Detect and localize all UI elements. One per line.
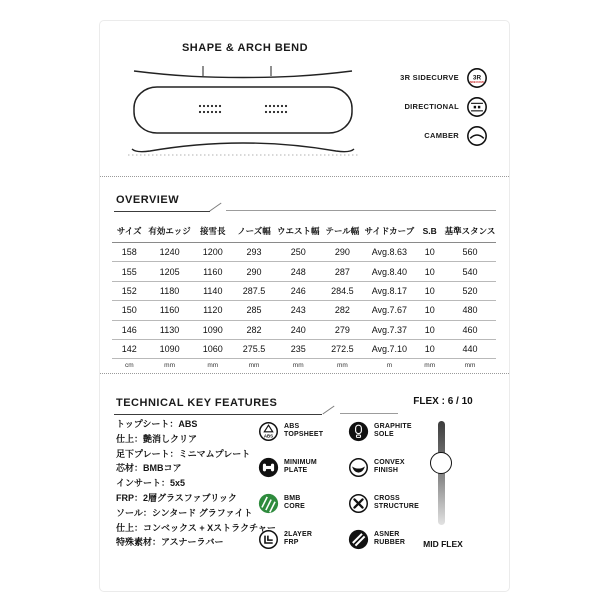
spec-item: 仕上：コンベックス + Xストラクチャー	[116, 522, 276, 533]
board-outline	[134, 87, 352, 133]
table-header-cell: サイドカーブ	[363, 221, 415, 243]
table-header-cell: サイズ	[112, 221, 147, 243]
sidecut-line	[134, 71, 352, 78]
2layer-frp-icon	[258, 529, 279, 550]
table-row	[112, 320, 496, 339]
table-header-cell: 有効エッジ	[147, 221, 193, 243]
table-cell: Avg.8.17	[363, 281, 415, 300]
rule	[114, 211, 210, 212]
feature-label: CONVEX FINISH	[374, 459, 405, 474]
table-cell: 275.5	[233, 339, 275, 358]
asner-rubber-icon	[348, 529, 369, 550]
spec-item: FRP：2層グラスファブリック	[116, 492, 237, 503]
svg-text:3R: 3R	[472, 73, 482, 81]
table-cell: 1120	[193, 301, 233, 320]
table-row	[112, 281, 496, 300]
shape-legend-row	[350, 63, 488, 92]
table-cell: 10	[415, 243, 444, 262]
table-cell: Avg.7.10	[363, 339, 415, 358]
unit-cell: m	[386, 362, 393, 370]
unit-cell: mm	[248, 362, 260, 370]
table-units-row	[112, 359, 496, 373]
table-cell: 287.5	[233, 281, 275, 300]
overview-header	[114, 196, 496, 212]
table-cell: 10	[415, 339, 444, 358]
table-cell: 287	[321, 262, 363, 281]
technical-title: TECHNICAL KEY FEATURES	[116, 397, 278, 409]
snowboard-diagram	[128, 61, 358, 166]
table-cell: Avg.7.67	[363, 301, 415, 320]
shape-legend	[350, 63, 488, 150]
minimum-plate-icon	[258, 457, 279, 478]
table-cell: 10	[415, 320, 444, 339]
table-cell: Avg.8.40	[363, 262, 415, 281]
table-cell: 1160	[147, 301, 193, 320]
table-cell: 152	[112, 281, 147, 300]
graphite-sole-icon	[348, 421, 369, 442]
flex-rating-label: FLEX : 6 / 10	[413, 396, 473, 407]
table-cell: 1140	[193, 281, 233, 300]
table-cell: 1090	[193, 320, 233, 339]
table-cell: 560	[444, 243, 496, 262]
table-cell: 1060	[193, 339, 233, 358]
table-row	[112, 301, 496, 320]
table-cell: 246	[275, 281, 321, 300]
table-cell: 540	[444, 262, 496, 281]
unit-cell: mm	[207, 362, 219, 370]
shape-legend-row	[350, 92, 488, 121]
table-cell: 146	[112, 320, 147, 339]
spec-item: トップシート：ABS	[116, 419, 198, 429]
camber-icon	[466, 125, 488, 147]
table-cell: 440	[444, 339, 496, 358]
unit-cell: mm	[164, 362, 175, 370]
table-cell: 279	[321, 320, 363, 339]
svg-text:ABS: ABS	[263, 432, 274, 438]
table-cell: 243	[275, 301, 321, 320]
feature-item	[348, 485, 438, 521]
table-row	[112, 262, 496, 281]
spec-item: 特殊素材：アスナーラバー	[116, 537, 224, 548]
feature-item	[258, 521, 348, 557]
table-row	[112, 243, 496, 262]
camber-profile-line	[132, 143, 354, 152]
table-cell: Avg.8.63	[363, 243, 415, 262]
shape-legend-label: 3R SIDECURVE	[400, 73, 459, 82]
spec-sheet-panel	[99, 20, 510, 592]
abs-topsheet-icon	[258, 421, 279, 442]
svg-text:SIDECURVE: SIDECURVE	[469, 80, 485, 84]
convex-finish-icon	[348, 457, 369, 478]
spec-list	[116, 417, 276, 550]
table-cell: 150	[112, 301, 147, 320]
feature-label: GRAPHITE SOLE	[374, 423, 412, 438]
feature-item	[258, 413, 348, 449]
table-cell: 248	[275, 262, 321, 281]
feature-item	[258, 485, 348, 521]
spec-item: ソール：シンタード グラファイト	[116, 507, 253, 518]
feature-label: BMB CORE	[284, 495, 306, 510]
feature-grid	[258, 413, 438, 557]
feature-label: ABS TOPSHEET	[284, 423, 324, 438]
table-cell: 1205	[147, 262, 193, 281]
table-cell: 240	[275, 320, 321, 339]
table-cell: 282	[321, 301, 363, 320]
unit-cell: cm	[124, 362, 134, 370]
table-header-cell: テール幅	[321, 221, 363, 243]
table-header-cell: ノーズ幅	[233, 221, 275, 243]
flex-slider-knob	[430, 452, 452, 474]
flex-footer-label: MID FLEX	[423, 539, 463, 549]
rule	[209, 203, 221, 212]
table-cell: 272.5	[321, 339, 363, 358]
shape-legend-label: CAMBER	[424, 131, 459, 140]
table-cell: 1130	[147, 320, 193, 339]
table-cell: 1160	[193, 262, 233, 281]
feature-item	[348, 449, 438, 485]
table-cell: 293	[233, 243, 275, 262]
spec-item: インサート：5x5	[116, 478, 186, 489]
table-cell: 1240	[147, 243, 193, 262]
section-divider	[100, 373, 509, 374]
feature-item	[348, 413, 438, 449]
table-cell: 142	[112, 339, 147, 358]
table-cell: 282	[233, 320, 275, 339]
3r-sidecurve-icon	[466, 67, 488, 89]
feature-label: CROSS STRUCTURE	[374, 495, 419, 510]
table-cell: 10	[415, 281, 444, 300]
table-cell: 520	[444, 281, 496, 300]
rule	[226, 210, 496, 211]
shape-section-title: SHAPE & ARCH BEND	[181, 42, 309, 54]
unit-cell: mm	[292, 362, 304, 370]
overview-table	[112, 221, 496, 372]
table-header-cell: ウエスト幅	[275, 221, 321, 243]
table-cell: 284.5	[321, 281, 363, 300]
table-header-cell: 接雪長	[193, 221, 233, 243]
table-cell: 1180	[147, 281, 193, 300]
table-cell: 10	[415, 262, 444, 281]
table-cell: 285	[233, 301, 275, 320]
feature-label: 2LAYER FRP	[284, 531, 313, 546]
table-cell: 158	[112, 243, 147, 262]
table-cell: 290	[233, 262, 275, 281]
table-cell: 460	[444, 320, 496, 339]
table-cell: 155	[112, 262, 147, 281]
feature-label: ASNER RUBBER	[374, 531, 406, 546]
unit-cell: mm	[424, 362, 436, 370]
feature-item	[258, 449, 348, 485]
overview-title: OVERVIEW	[116, 194, 180, 206]
feature-label: MINIMUM PLATE	[284, 459, 317, 474]
table-header-cell: 基準スタンス	[444, 221, 496, 243]
table-cell: 250	[275, 243, 321, 262]
unit-cell: mm	[336, 362, 348, 370]
table-cell: 10	[415, 301, 444, 320]
table-cell: 480	[444, 301, 496, 320]
bmb-core-icon	[258, 493, 279, 514]
table-cell: 235	[275, 339, 321, 358]
unit-cell: mm	[464, 362, 476, 370]
cross-structure-icon	[348, 493, 369, 514]
table-row	[112, 339, 496, 358]
table-cell: 1200	[193, 243, 233, 262]
table-cell: 290	[321, 243, 363, 262]
spec-item: 芯材：BMBコア	[116, 463, 182, 474]
section-divider	[100, 176, 509, 177]
shape-legend-label: DIRECTIONAL	[404, 102, 459, 111]
directional-icon	[466, 96, 488, 118]
spec-item: 足下プレート：ミニマムプレート	[116, 448, 251, 459]
table-header-cell: S.B	[415, 221, 444, 243]
table-cell: 1090	[147, 339, 193, 358]
spec-item: 仕上：艶消しクリア	[116, 433, 198, 444]
shape-legend-row	[350, 121, 488, 150]
table-cell: Avg.7.37	[363, 320, 415, 339]
